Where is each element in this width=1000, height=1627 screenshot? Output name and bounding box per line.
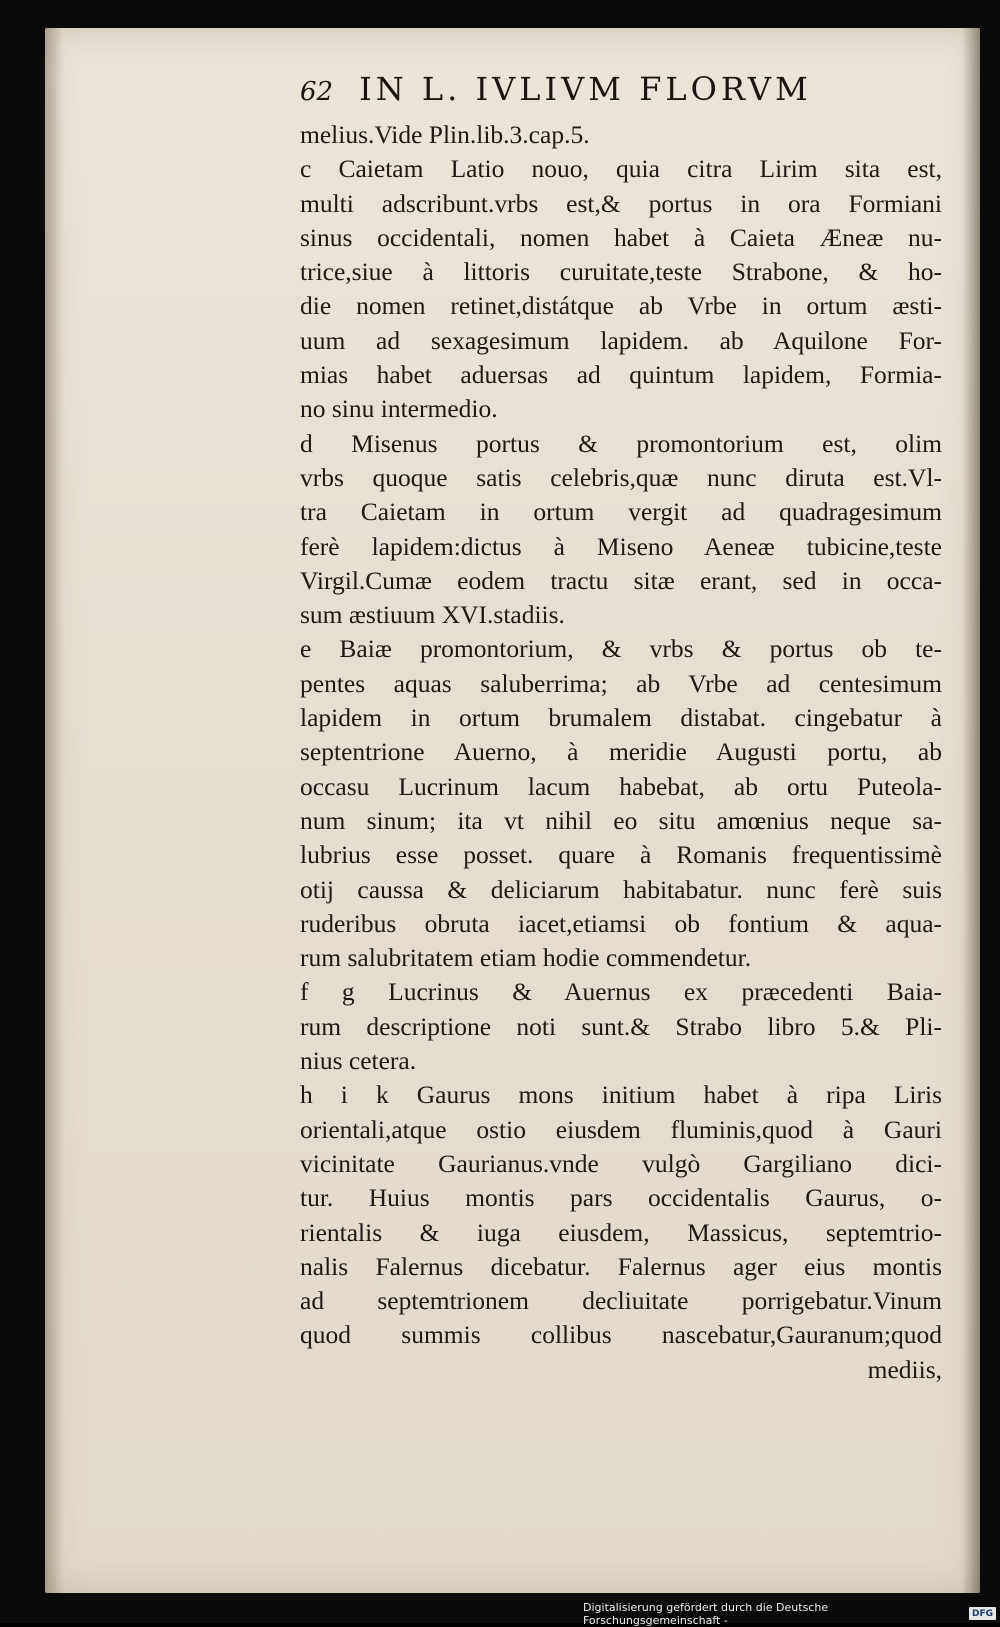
- running-head-title: IN L. IVLIVM FLORVM: [359, 70, 812, 108]
- text-line: rum salubritatem etiam hodie commendetur.: [300, 943, 752, 973]
- page-number: 62: [300, 77, 334, 107]
- text-line: die nomen retinet,distátque ab Vrbe in ortum æsti-: [300, 291, 942, 321]
- body-text: [300, 118, 942, 1387]
- text-line: nalis Falernus dicebatur. Falernus ager eius montis: [300, 1251, 942, 1281]
- text-line: ferè lapidem:dictus à Miseno Aeneæ tubicine,teste: [300, 531, 942, 561]
- text-line: d Misenus portus & promontorium est, olim: [300, 428, 942, 458]
- text-line: c Caietam Latio nouo, quia citra Lirim sita est,: [300, 154, 942, 184]
- text-line: sinus occidentali, nomen habet à Caieta Æneæ nu-: [300, 222, 942, 252]
- text-line: pentes aquas saluberrima; ab Vrbe ad centesimum: [300, 668, 942, 698]
- text-line: h i k Gaurus mons initium habet à ripa Liris: [300, 1080, 942, 1110]
- text-line: e Baiæ promontorium, & vrbs & portus ob te-: [300, 634, 942, 664]
- text-line: trice,siue à littoris curuitate,teste Strabone, & ho-: [300, 257, 942, 287]
- text-line: otij caussa & deliciarum habitabatur. nunc ferè suis: [300, 874, 942, 904]
- text-line: rientalis & iuga eiusdem, Massicus, septemtrio-: [300, 1217, 942, 1247]
- text-line: vrbs quoque satis celebris,quæ nunc diruta est.Vl-: [300, 462, 942, 492]
- page-edge-shadow-left: [45, 28, 63, 1593]
- text-line: tur. Huius montis pars occidentalis Gaurus, o-: [300, 1183, 942, 1213]
- text-line: lubrius esse posset. quare à Romanis frequentissimè: [300, 840, 942, 870]
- text-line: f g Lucrinus & Auernus ex præcedenti Baia-: [300, 977, 942, 1007]
- text-line: no sinu intermedio.: [300, 394, 498, 424]
- text-line: ruderibus obruta iacet,etiamsi ob fontium & aqua-: [300, 908, 942, 938]
- digitization-footer: [583, 1600, 1000, 1627]
- text-line: orientali,atque ostio eiusdem fluminis,quod à Gauri: [300, 1114, 942, 1144]
- text-line: vicinitate Gaurianus.vnde vulgò Gargiliano dici-: [300, 1148, 942, 1178]
- dfg-logo: DFG: [969, 1607, 996, 1620]
- catchword: mediis,: [867, 1354, 942, 1384]
- page-edge-shadow-right: [962, 28, 980, 1593]
- text-line: multi adscribunt.vrbs est,& portus in ora Formiani: [300, 188, 942, 218]
- text-line: nius cetera.: [300, 1046, 417, 1076]
- text-line: occasu Lucrinum lacum habebat, ab ortu Puteola-: [300, 771, 942, 801]
- text-line: lapidem in ortum brumalem distabat. cingebatur à: [300, 703, 942, 733]
- text-line: quod summis collibus nascebatur,Gauranum;quod: [300, 1320, 942, 1350]
- running-head: [300, 70, 940, 108]
- text-line: ad septemtrionem decliuitate porrigebatur.Vinum: [300, 1286, 942, 1316]
- footer-credit: Digitalisierung gefördert durch die Deutsche Forschungsgemeinschaft -: [583, 1600, 829, 1627]
- text-line: rum descriptione noti sunt.& Strabo libro 5.& Pli-: [300, 1011, 942, 1041]
- text-line: septentrione Auerno, à meridie Augusti portu, ab: [300, 737, 942, 767]
- text-line: num sinum; ita vt nihil eo situ amœnius neque sa-: [300, 805, 942, 835]
- text-line: tra Caietam in ortum vergit ad quadragesimum: [300, 497, 942, 527]
- text-line: mias habet aduersas ad quintum lapidem, Formia-: [300, 360, 942, 390]
- text-line: sum æstiuum XVI.stadiis.: [300, 600, 565, 630]
- text-line: Virgil.Cumæ eodem tractu sitæ erant, sed in occa-: [300, 565, 942, 595]
- text-line: melius.Vide Plin.lib.3.cap.5.: [300, 120, 590, 149]
- text-line: uum ad sexagesimum lapidem. ab Aquilone For-: [300, 325, 942, 355]
